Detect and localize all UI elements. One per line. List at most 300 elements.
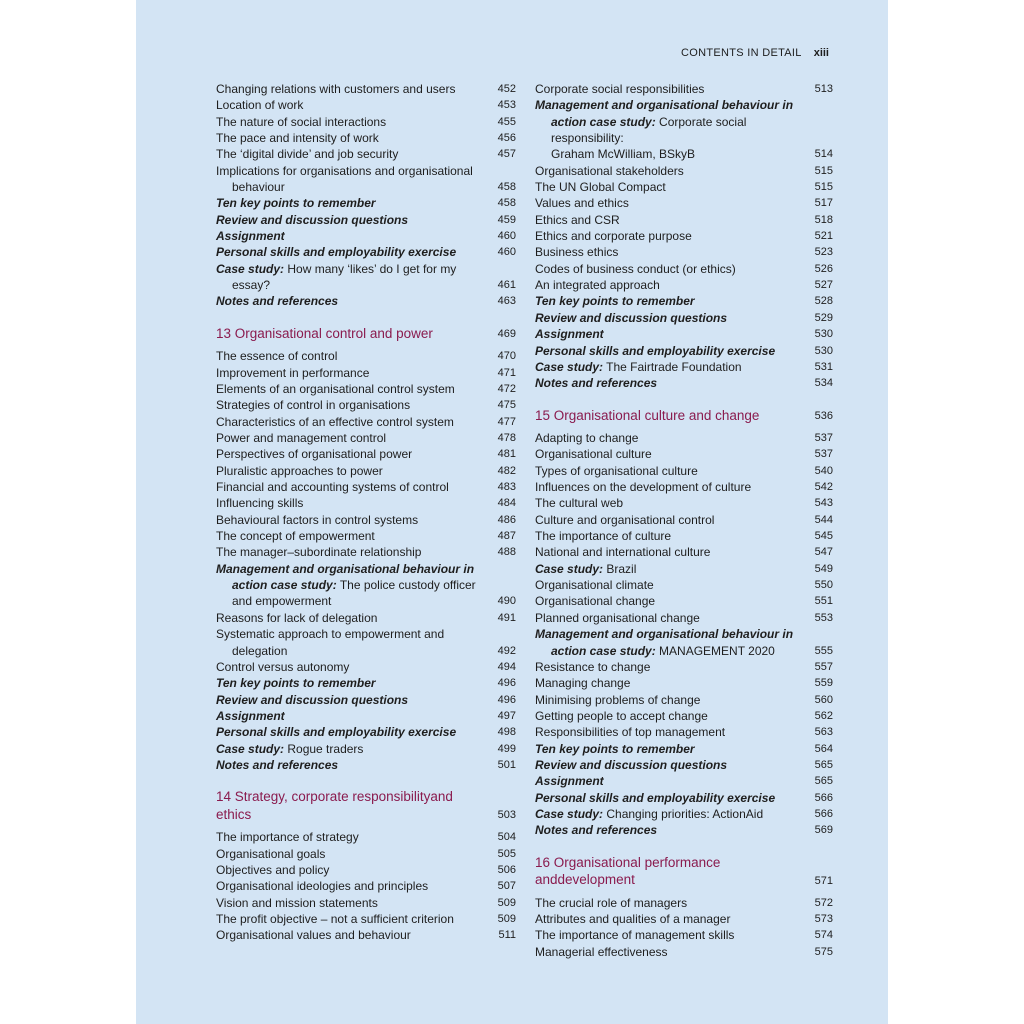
page-ref: 492: [497, 644, 516, 657]
entry-line: [535, 593, 799, 609]
page-ref: 565: [814, 758, 833, 771]
page-ref: 553: [814, 611, 833, 624]
toc-entry: [535, 659, 833, 675]
entry-line: [216, 130, 482, 146]
page-ref: 559: [814, 677, 833, 690]
page-ref: 460: [497, 246, 516, 259]
toc-entry: [535, 911, 833, 927]
toc-entry: [216, 528, 516, 544]
entry-text: Minimising problems of change: [535, 692, 701, 707]
toc-column-right: [535, 81, 833, 960]
entry-text: Values and ethics: [535, 196, 629, 211]
entry-text: The manager–subordinate relationship: [216, 545, 422, 560]
entry-label-emphasis: Management and organisational behaviour in: [535, 627, 794, 642]
toc-entry: [216, 479, 516, 495]
toc-entry: [535, 179, 833, 195]
page-ref: 478: [497, 432, 516, 445]
entry-text: delegation: [232, 643, 288, 658]
entry-line: [216, 381, 482, 397]
entry-text: Improvement in performance: [216, 365, 370, 380]
page-ref: 542: [814, 481, 833, 494]
book-page: [136, 0, 888, 1024]
toc-entry: [216, 146, 516, 162]
chapter-heading: [216, 325, 516, 343]
toc-entry: [216, 414, 516, 430]
page-ref: 483: [497, 481, 516, 494]
entry-line: [535, 544, 799, 560]
entry-line: [216, 97, 482, 113]
entry-line: [216, 348, 482, 364]
entry-label-emphasis: Assignment: [216, 229, 285, 244]
entry-line: [535, 626, 799, 642]
entry-line: [535, 528, 799, 544]
entry-line: [535, 359, 799, 375]
entry-text: The concept of empowerment: [216, 529, 375, 544]
toc-entry: [216, 348, 516, 364]
entry-text: Planned organisational change: [535, 610, 700, 625]
entry-label-emphasis: Ten key points to remember: [216, 196, 376, 211]
entry-text: essay?: [232, 278, 271, 293]
entry-label-emphasis: Notes and references: [216, 294, 339, 309]
entry-line: [216, 365, 482, 381]
page-ref: 513: [814, 83, 833, 95]
page-ref: 557: [814, 660, 833, 673]
chapter-title-line: and ethics: [216, 789, 453, 822]
entry-text: Brazil: [603, 561, 637, 576]
entry-text: The importance of strategy: [216, 830, 359, 845]
toc-entry: [216, 708, 516, 724]
entry-text: Influences on the development of culture: [535, 480, 752, 495]
page-ref: 569: [814, 824, 833, 837]
page-ref: 543: [814, 497, 833, 510]
page-ref: 460: [497, 230, 516, 243]
toc-entry: [216, 228, 516, 244]
entry-text: Reasons for lack of delegation: [216, 610, 378, 625]
entry-line: [535, 561, 799, 577]
entry-text: Objectives and policy: [216, 862, 330, 877]
entry-label-emphasis: Personal skills and employability exercise: [535, 343, 776, 358]
toc-entry: [535, 822, 833, 838]
entry-line: [216, 708, 482, 724]
page-ref: 487: [497, 530, 516, 543]
entry-label-emphasis: action case study:: [551, 114, 656, 129]
page-ref: 484: [497, 497, 516, 510]
page-ref: 503: [497, 809, 516, 822]
page-ref: 544: [814, 513, 833, 526]
entry-text: Responsibilities of top management: [535, 725, 726, 740]
toc-entry: [535, 293, 833, 309]
page-ref: 531: [814, 360, 833, 373]
toc-entry: [535, 446, 833, 462]
entry-line: [216, 528, 482, 544]
toc-entry: [535, 343, 833, 359]
toc-entry: [216, 862, 516, 878]
page-ref: 501: [497, 758, 516, 771]
page-ref: 470: [497, 350, 516, 363]
entry-line: [535, 277, 799, 293]
entry-label-emphasis: Ten key points to remember: [535, 294, 695, 309]
entry-label-emphasis: Ten key points to remember: [216, 676, 376, 691]
page-ref: 499: [497, 742, 516, 755]
entry-line: [216, 446, 482, 462]
entry-label-emphasis: Personal skills and employability exercise: [535, 790, 776, 805]
toc-entry: [216, 293, 516, 309]
page-ref: 529: [814, 311, 833, 324]
toc-entry: [216, 757, 516, 773]
entry-label-emphasis: Case study:: [216, 741, 285, 756]
toc-entry: [535, 463, 833, 479]
entry-label-emphasis: Notes and references: [535, 823, 658, 838]
entry-label-emphasis: action case study:: [551, 643, 656, 658]
entry-text: behaviour: [232, 180, 285, 195]
entry-line: [216, 463, 482, 479]
toc-entry: [216, 365, 516, 381]
entry-text: Adapting to change: [535, 431, 639, 446]
entry-line: [535, 692, 799, 708]
entry-text: Behavioural factors in control systems: [216, 512, 419, 527]
toc-entry: [535, 277, 833, 293]
toc-entry: [535, 375, 833, 391]
entry-text: The ‘digital divide’ and job security: [216, 147, 399, 162]
entry-text: Business ethics: [535, 245, 619, 260]
toc-entry: [535, 326, 833, 342]
entry-line: [216, 561, 482, 577]
toc-entry: [216, 212, 516, 228]
page-ref: 534: [814, 377, 833, 390]
toc-entry: [216, 463, 516, 479]
toc-entry: [535, 512, 833, 528]
page-ref: 562: [814, 709, 833, 722]
page-ref: 505: [497, 847, 516, 860]
entry-line: [216, 163, 482, 179]
entry-line: [216, 675, 482, 691]
page-ref: 517: [814, 197, 833, 210]
entry-text: Changing priorities: ActionAid: [603, 806, 764, 821]
page-ref: 566: [814, 807, 833, 820]
entry-line: [535, 114, 799, 147]
page-ref: 472: [497, 383, 516, 395]
chapter-title-line: 16 Organisational performance and: [535, 854, 721, 888]
entry-line: [535, 675, 799, 691]
entry-line: [535, 179, 799, 195]
chapter-title-line: development: [557, 872, 635, 888]
toc-entry: [535, 692, 833, 708]
page-ref: 459: [497, 213, 516, 226]
page-ref: 504: [497, 831, 516, 844]
page-ref: 452: [497, 83, 516, 95]
entry-text: The UN Global Compact: [535, 180, 666, 195]
toc-entry: [216, 724, 516, 740]
entry-line: [535, 375, 799, 391]
entry-line: [216, 927, 482, 943]
page-ref: 506: [497, 863, 516, 876]
toc-entry: [216, 895, 516, 911]
toc-entry: [535, 479, 833, 495]
page-ref: 573: [814, 912, 833, 925]
toc-entry: [216, 261, 516, 294]
toc-entry: [535, 561, 833, 577]
entry-text: Managing change: [535, 676, 631, 691]
toc-entry: [535, 261, 833, 277]
toc-entry: [535, 430, 833, 446]
entry-text: Codes of business conduct (or ethics): [535, 261, 736, 276]
entry-text: How many ‘likes’ do I get for my: [284, 261, 457, 276]
page-ref: 507: [497, 880, 516, 893]
page-ref: 509: [497, 912, 516, 925]
toc-entry: [216, 446, 516, 462]
entry-text: The crucial role of managers: [535, 895, 688, 910]
chapter-heading: [535, 854, 833, 889]
entry-line: [216, 114, 482, 130]
entry-text: The importance of management skills: [535, 928, 735, 943]
entry-text: The essence of control: [216, 349, 338, 364]
entry-label-emphasis: Case study:: [216, 261, 285, 276]
page-ref: 536: [814, 410, 833, 423]
toc-entry: [216, 911, 516, 927]
page-ref: 572: [814, 896, 833, 909]
entry-line: [535, 610, 799, 626]
toc-entry: [535, 577, 833, 593]
entry-text: Organisational culture: [535, 447, 652, 462]
entry-line: [535, 463, 799, 479]
entry-text: Location of work: [216, 98, 304, 113]
page-ref: 574: [814, 929, 833, 942]
toc-entry: [535, 228, 833, 244]
entry-text: Graham McWilliam, BSkyB: [551, 147, 696, 162]
entry-line: [535, 741, 799, 757]
entry-text: Types of organisational culture: [535, 463, 698, 478]
entry-label-emphasis: Management and organisational behaviour in: [216, 561, 475, 576]
page-ref: 528: [814, 295, 833, 308]
entry-text: Ethics and corporate purpose: [535, 229, 692, 244]
entry-label-emphasis: Assignment: [535, 774, 604, 789]
entry-text: Organisational climate: [535, 578, 654, 593]
page-ref: 496: [497, 677, 516, 690]
toc-entry: [535, 675, 833, 691]
entry-line: [216, 544, 482, 560]
toc-entry: [216, 381, 516, 397]
entry-line: [535, 195, 799, 211]
page-ref: 481: [497, 448, 516, 461]
entry-label-emphasis: Ten key points to remember: [535, 741, 695, 756]
toc-entry: [216, 659, 516, 675]
page-ref: 488: [497, 546, 516, 559]
entry-line: [216, 146, 482, 162]
page-ref: 461: [497, 279, 516, 292]
toc-entry: [535, 244, 833, 260]
entry-line: [216, 512, 482, 528]
page-ref: 527: [814, 279, 833, 292]
entry-line: [216, 244, 482, 260]
page-ref: 482: [497, 464, 516, 477]
page-ref: 551: [814, 595, 833, 608]
chapter-title-line: 14 Strategy, corporate responsibility: [216, 789, 431, 805]
page-ref: 565: [814, 775, 833, 788]
toc-entry: [535, 310, 833, 326]
toc-entry: [535, 806, 833, 822]
toc-entry: [216, 692, 516, 708]
entry-line: [216, 626, 482, 642]
entry-line: [216, 195, 482, 211]
running-title: CONTENTS IN DETAIL: [680, 47, 802, 59]
entry-line: [535, 310, 799, 326]
entry-line: [535, 228, 799, 244]
toc-entry: [535, 359, 833, 375]
entry-line: [216, 414, 482, 430]
toc-entry: [216, 195, 516, 211]
toc-entry: [216, 81, 516, 97]
page-ref: 458: [497, 197, 516, 210]
entry-text: Organisational values and behaviour: [216, 928, 411, 943]
entry-text: The pace and intensity of work: [216, 131, 379, 146]
entry-label-emphasis: action case study:: [232, 578, 337, 593]
entry-label-emphasis: Assignment: [535, 327, 604, 342]
toc-entry: [535, 626, 833, 659]
page-ref: 566: [814, 791, 833, 804]
entry-line: [535, 806, 799, 822]
page-ref: 518: [814, 213, 833, 226]
entry-text: The cultural web: [535, 496, 624, 511]
page-ref: 549: [814, 562, 833, 575]
page-ref: 545: [814, 530, 833, 543]
page-ref: 486: [497, 513, 516, 526]
toc-entry: [535, 895, 833, 911]
entry-line: [216, 846, 482, 862]
entry-text: The police custody officer: [336, 578, 476, 593]
entry-text: Ethics and CSR: [535, 212, 620, 227]
toc-entry: [216, 626, 516, 659]
entry-line: [216, 81, 482, 97]
toc-entry: [216, 163, 516, 196]
page-ref: 571: [814, 874, 833, 887]
entry-label-emphasis: Review and discussion questions: [216, 692, 409, 707]
entry-line: [216, 724, 482, 740]
page-ref: 509: [497, 896, 516, 909]
entry-text: Strategies of control in organisations: [216, 398, 411, 413]
toc-entry: [216, 846, 516, 862]
page-ref: 497: [497, 709, 516, 722]
entry-text: Corporate social responsibilities: [535, 82, 705, 96]
page-ref: 563: [814, 726, 833, 739]
toc-entry: [535, 593, 833, 609]
toc-entry: [216, 610, 516, 626]
entry-text: Characteristics of an effective control system: [216, 414, 454, 429]
entry-line: [535, 495, 799, 511]
entry-line: [535, 293, 799, 309]
page-ref: 555: [814, 644, 833, 657]
entry-line: [535, 446, 799, 462]
page-ref: 515: [814, 164, 833, 177]
entry-label-emphasis: Review and discussion questions: [535, 757, 728, 772]
entry-text: The importance of culture: [535, 529, 672, 544]
chapter-heading: [216, 788, 516, 823]
page-ref: 469: [497, 328, 516, 341]
page-ref: 530: [814, 328, 833, 341]
toc-entry: [535, 741, 833, 757]
entry-text: Vision and mission statements: [216, 895, 378, 910]
entry-line: [216, 577, 482, 593]
toc-entry: [535, 773, 833, 789]
page-ref: 515: [814, 181, 833, 194]
toc-entry: [216, 97, 516, 113]
page-ref: 564: [814, 742, 833, 755]
entry-line: [216, 293, 482, 309]
entry-text: Organisational goals: [216, 846, 326, 861]
entry-text: Pluralistic approaches to power: [216, 463, 383, 478]
entry-text: Financial and accounting systems of control: [216, 480, 449, 495]
entry-line: [216, 479, 482, 495]
entry-text: Power and management control: [216, 431, 387, 446]
entry-label-emphasis: Personal skills and employability exercise: [216, 245, 457, 260]
toc-entry: [216, 829, 516, 845]
entry-line: [535, 927, 799, 943]
entry-line: [216, 829, 482, 845]
page-ref: 496: [497, 693, 516, 706]
chapter-title-line: 13 Organisational control and power: [216, 325, 433, 341]
toc-entry: [535, 97, 833, 162]
entry-line: [535, 577, 799, 593]
page-ref: 455: [497, 115, 516, 128]
page-ref: 498: [497, 726, 516, 739]
entry-line: [535, 163, 799, 179]
entry-label-emphasis: Case study:: [535, 359, 604, 374]
entry-line: [216, 862, 482, 878]
entry-line: [216, 911, 482, 927]
entry-text: and empowerment: [232, 594, 332, 609]
entry-text: Organisational change: [535, 594, 656, 609]
entry-line: [535, 343, 799, 359]
entry-text: Control versus autonomy: [216, 659, 350, 674]
toc-entry: [535, 195, 833, 211]
entry-text: Implications for organisations and organisational: [216, 163, 473, 178]
running-header: [681, 47, 829, 59]
page-ref: 463: [497, 295, 516, 308]
toc-entry: [216, 927, 516, 943]
toc-entry: [216, 675, 516, 691]
page-ref: 540: [814, 464, 833, 477]
entry-text: Organisational stakeholders: [535, 163, 684, 178]
toc-entry: [535, 81, 833, 97]
page-ref: 490: [497, 595, 516, 608]
toc-entry: [535, 610, 833, 626]
entry-text: Managerial effectiveness: [535, 944, 668, 959]
toc-entry: [216, 244, 516, 260]
entry-text: MANAGEMENT 2020: [655, 643, 775, 658]
page-ref: 537: [814, 432, 833, 445]
entry-label-emphasis: Case study:: [535, 561, 604, 576]
page-ref: 471: [497, 366, 516, 379]
entry-text: The nature of social interactions: [216, 114, 387, 129]
entry-line: [535, 895, 799, 911]
toc-entry: [216, 130, 516, 146]
toc-entry: [216, 495, 516, 511]
toc-column-left: [216, 81, 516, 944]
entry-text: Rogue traders: [284, 741, 364, 756]
entry-line: [535, 643, 799, 659]
toc-entry: [216, 741, 516, 757]
entry-text: Elements of an organisational control system: [216, 382, 455, 396]
entry-text: Changing relations with customers and users: [216, 82, 456, 96]
entry-text: The profit objective – not a sufficient criterion: [216, 911, 454, 926]
entry-line: [535, 97, 799, 113]
page-ref: 477: [497, 415, 516, 428]
entry-text: Systematic approach to empowerment and: [216, 627, 445, 642]
entry-label-emphasis: Review and discussion questions: [216, 212, 409, 227]
entry-text: Perspectives of organisational power: [216, 447, 413, 462]
entry-line: [216, 878, 482, 894]
entry-text: Attributes and qualities of a manager: [535, 911, 731, 926]
entry-text: Culture and organisational control: [535, 512, 715, 527]
